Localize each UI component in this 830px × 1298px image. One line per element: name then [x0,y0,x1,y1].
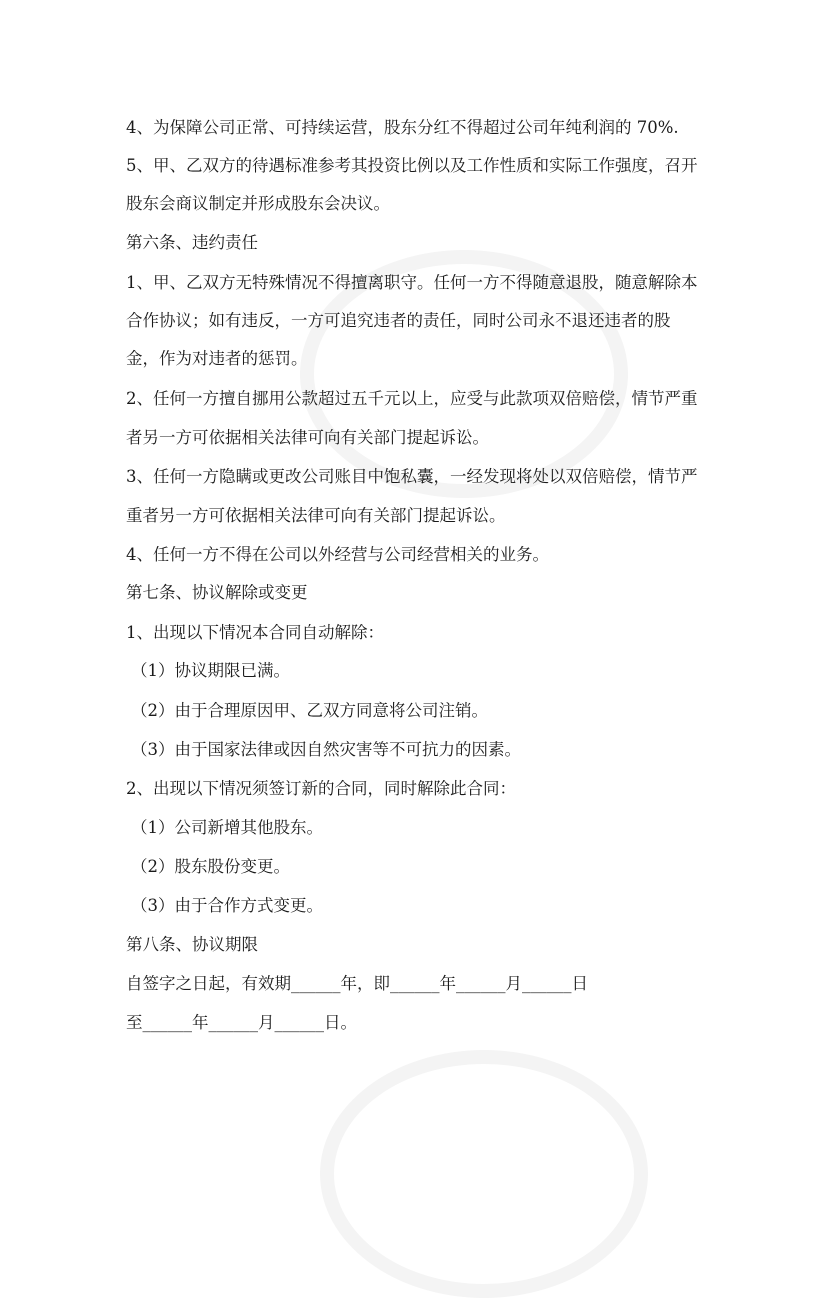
article-6-item-3-line-1: 3、任何一方隐瞒或更改公司账目中饱私囊，一经发现将处以双倍赔偿，情节严 [126,467,698,486]
article-7-item-1-sub-1: （1）协议期限已满。 [131,661,290,680]
term-line-1: 自签字之日起，有效期______年，即______年______月______日 [126,974,588,993]
heading-article-8: 第八条、协议期限 [126,935,258,954]
article-7-item-2-sub-2: （2）股东股份变更。 [131,857,290,876]
heading-article-7: 第七条、协议解除或变更 [126,583,308,602]
article-7-item-1-sub-3: （3）由于国家法律或因自然灾害等不可抗力的因素。 [131,740,521,759]
clause-4-dividend: 4、为保障公司正常、可持续运营，股东分红不得超过公司年纯利润的 70%. [126,118,679,137]
article-6-item-1-line-3: 金，作为对违者的惩罚。 [126,349,308,368]
article-6-item-4: 4、任何一方不得在公司以外经营与公司经营相关的业务。 [126,545,549,564]
article-6-item-2-line-1: 2、任何一方擅自挪用公款超过五千元以上，应受与此款项双倍赔偿，情节严重 [126,389,698,408]
term-line-2: 至______年______月______日。 [126,1013,357,1032]
article-7-item-2-sub-1: （1）公司新增其他股东。 [131,818,323,837]
article-7-item-2-sub-3: （3）由于合作方式变更。 [131,896,323,915]
article-7-item-1: 1、出现以下情况本合同自动解除： [126,623,384,642]
watermark-ring [320,1050,648,1298]
article-7-item-2: 2、出现以下情况须签订新的合同，同时解除此合同： [126,779,516,798]
heading-article-6: 第六条、违约责任 [126,233,258,252]
article-7-item-1-sub-2: （2）由于合理原因甲、乙双方同意将公司注销。 [131,701,488,720]
clause-5-line-2: 股东会商议制定并形成股东会决议。 [126,194,390,213]
article-6-item-2-line-2: 者另一方可依据相关法律可向有关部门提起诉讼。 [126,428,489,447]
article-6-item-3-line-2: 重者另一方可依据相关法律可向有关部门提起诉讼。 [126,506,506,525]
clause-5-line-1: 5、甲、乙双方的待遇标准参考其投资比例以及工作性质和实际工作强度，召开 [126,156,698,175]
article-6-item-1-line-2: 合作协议；如有违反，一方可追究违者的责任，同时公司永不退还违者的股 [126,311,671,330]
article-6-item-1-line-1: 1、甲、乙双方无特殊情况不得擅离职守。任何一方不得随意退股，随意解除本 [126,273,698,292]
